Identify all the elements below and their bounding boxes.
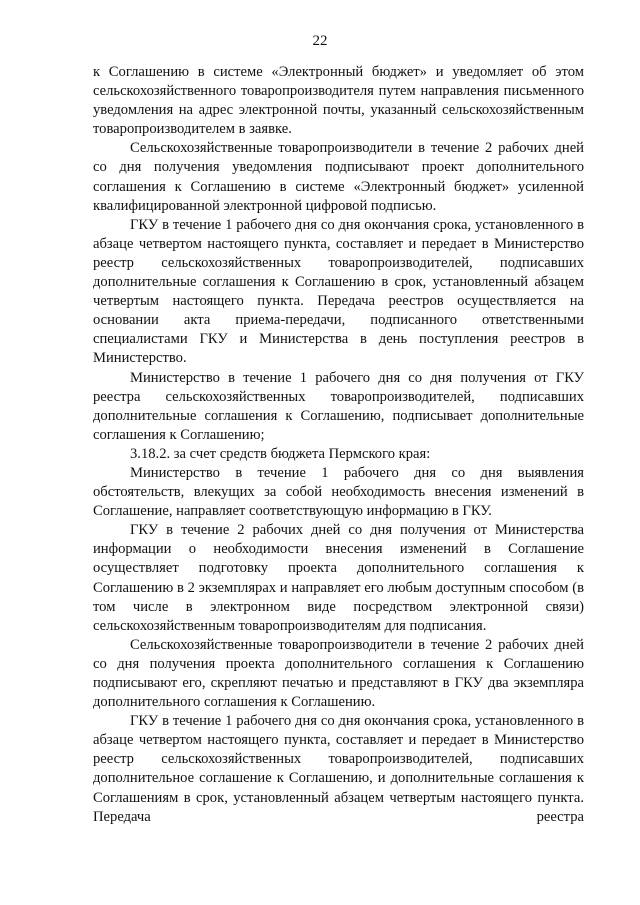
paragraph: Министерство в течение 1 рабочего дня со дня выявления обстоятельств, влекущих за собой необходимость внесения изменений в Соглашение, направляет соответствующую информацию в ГКУ.: [93, 464, 584, 520]
paragraph: к Соглашению в системе «Электронный бюджет» и уведомляет об этом сельскохозяйственного товаропроизводителя путем направления письменного уведомления на адрес электронной почты, указанный сельскохозяйственным товаропроизводителем в заявке.: [93, 64, 584, 138]
section-heading: 3.18.2. за счет средств бюджета Пермского края:: [130, 445, 431, 462]
paragraph: Сельскохозяйственные товаропроизводители в течение 2 рабочих дней со дня получения уведомления подписывают проект дополнительного соглашения к Соглашению в системе «Электронный бюджет» усиленной квалифицированной электронной цифровой подписью.: [93, 140, 584, 214]
page-number: 22: [312, 33, 328, 49]
paragraph: Министерство в течение 1 рабочего дня со дня получения от ГКУ реестра сельскохозяйственных товаропроизводителей, подписавших дополнительные соглашения к Соглашению, подписывает дополнительные соглашения к Соглашению;: [93, 369, 584, 443]
paragraph: ГКУ в течение 1 рабочего дня со дня окончания срока, установленного в абзаце четвертом настоящего пункта, составляет и передает в Министерство реестр сельскохозяйственных товаропроизводителей, подписавших дополнительное соглашение к Соглашению, и дополнительные соглашения к Соглашениям в срок, установленный абзацем четвертым настоящего пункта. Передача реестра: [93, 713, 584, 825]
paragraph: Сельскохозяйственные товаропроизводители в течение 2 рабочих дней со дня получения проекта дополнительного соглашения к Соглашению подписывают его, скрепляют печатью и представляют в ГКУ два экземпляра дополнительного соглашения к Соглашению.: [93, 636, 584, 711]
paragraph: ГКУ в течение 1 рабочего дня со дня окончания срока, установленного в абзаце четвертом настоящего пункта, составляет и передает в Министерство реестр сельскохозяйственных товаропроизводителей, подписавших дополнительные соглашения к Соглашению в срок, установленный абзацем четвертым настоящего пункта. Передача реестров осуществляется на основании акта приема-передачи, подписанного ответственными специалистами ГКУ и Министерства в день поступления реестров в Министерство.: [93, 216, 584, 367]
paragraph: ГКУ в течение 2 рабочих дней со дня получения от Министерства информации о необходимости внесения изменений в Соглашение осуществляет подготовку проекта дополнительного соглашения к Соглашению в 2 экземплярах и направляет его любым доступным способом (в том числе в электронном виде посредством электронной связи) сельскохозяйственным товаропроизводителям для подписания.: [93, 522, 584, 634]
document-body: [93, 63, 584, 827]
